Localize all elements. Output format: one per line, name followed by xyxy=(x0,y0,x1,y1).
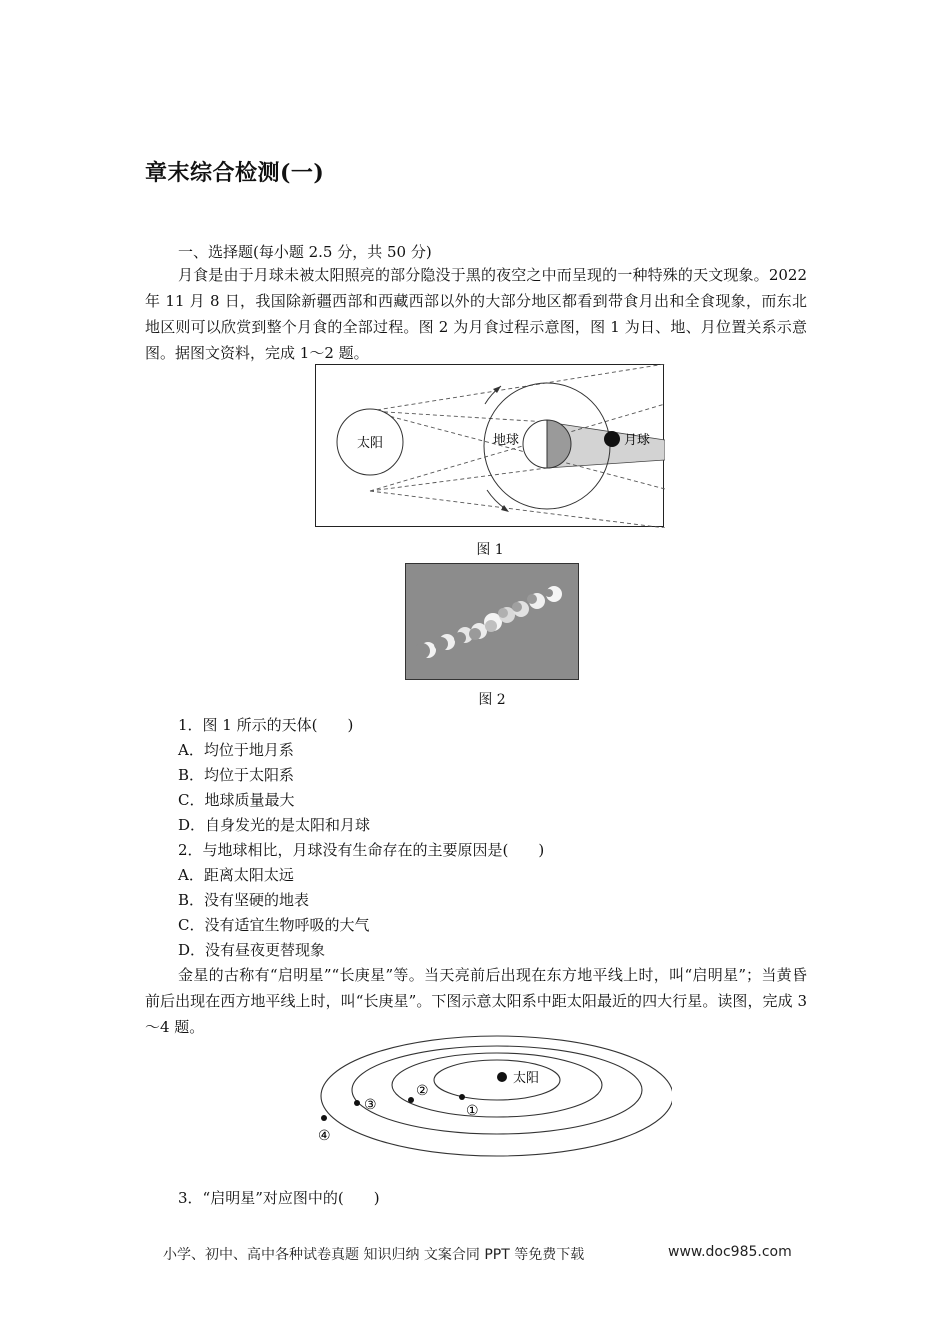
question-2-option-a: A．距离太阳太远 xyxy=(178,866,294,884)
figure-2 xyxy=(405,563,579,680)
footer-site-link[interactable]: www.doc985.com xyxy=(668,1244,792,1260)
question-2-option-d: D．没有昼夜更替现象 xyxy=(178,941,326,959)
figure-1-caption: 图 1 xyxy=(476,542,504,558)
intro-text-2: 金星的古称有“启明星”“长庚星”等。当天亮前后出现在东方地平线上时，叫“启明星”；当黄昏前后出现在西方地平线上时，叫“长庚星”。下图示意太阳系中距太阳最近的四大行星。读图，完成 3～4 题。 xyxy=(145,966,807,1036)
planet-2 xyxy=(408,1097,414,1103)
question-1-option-a: A．均位于地月系 xyxy=(178,741,294,759)
figure-3-orbits xyxy=(312,1034,672,1159)
section-heading: 一、选择题(每小题 2.5 分，共 50 分) xyxy=(178,243,432,261)
intro-text-1: 月食是由于月球未被太阳照亮的部分隐没于黑的夜空之中而呈现的一种特殊的天文现象。2022 年 11 月 8 日，我国除新疆西部和西藏西部以外的大部分地区都看到带食月出和全食现象，而东北地区则可以欣赏到整个月食的全部过程。图 2 为月食过程示意图，图 1 为日、地、月位置关系示意图。据图文资料，完成 1～2 题。 xyxy=(145,266,807,362)
figure-3 xyxy=(312,1034,672,1159)
sun-label-orbit: 太阳 xyxy=(513,1071,540,1086)
planet-2-label: ② xyxy=(416,1083,429,1099)
footer-left-text: 小学、初中、高中各种试卷真题 知识归纳 文案合同 PPT 等免费下载 xyxy=(163,1247,585,1263)
sun-label: 太阳 xyxy=(356,436,384,451)
question-1-option-d: D．自身发光的是太阳和月球 xyxy=(178,816,371,834)
figure-2-caption: 图 2 xyxy=(478,692,506,708)
question-1-stem: 1．图 1 所示的天体( ) xyxy=(178,716,354,734)
planet-1 xyxy=(459,1094,465,1100)
figure-1 xyxy=(315,364,665,528)
question-3-stem: 3．“启明星”对应图中的( ) xyxy=(178,1189,380,1207)
planet-3 xyxy=(354,1100,360,1106)
question-1-option-b: B．均位于太阳系 xyxy=(178,766,295,784)
figure-1-diagram xyxy=(315,364,665,528)
question-1-option-c: C．地球质量最大 xyxy=(178,791,295,809)
moon-dot xyxy=(604,431,620,447)
question-2-option-b: B．没有坚硬的地表 xyxy=(178,891,310,909)
question-2-stem: 2．与地球相比，月球没有生命存在的主要原因是( ) xyxy=(178,841,545,859)
planet-4 xyxy=(321,1115,327,1121)
intro-paragraph-2 xyxy=(145,962,807,1040)
question-2-option-c: C．没有适宜生物呼吸的大气 xyxy=(178,916,370,934)
moon-label: 月球 xyxy=(624,433,651,448)
planet-3-label: ③ xyxy=(364,1097,377,1113)
intro-paragraph-1 xyxy=(145,262,807,366)
sun-dot xyxy=(497,1072,507,1082)
planet-4-label: ④ xyxy=(318,1128,331,1144)
earth-label: 地球 xyxy=(493,433,520,448)
page-title: 章末综合检测(一) xyxy=(145,160,325,186)
planet-1-label: ① xyxy=(466,1103,479,1119)
figure-2-photo xyxy=(405,563,579,680)
